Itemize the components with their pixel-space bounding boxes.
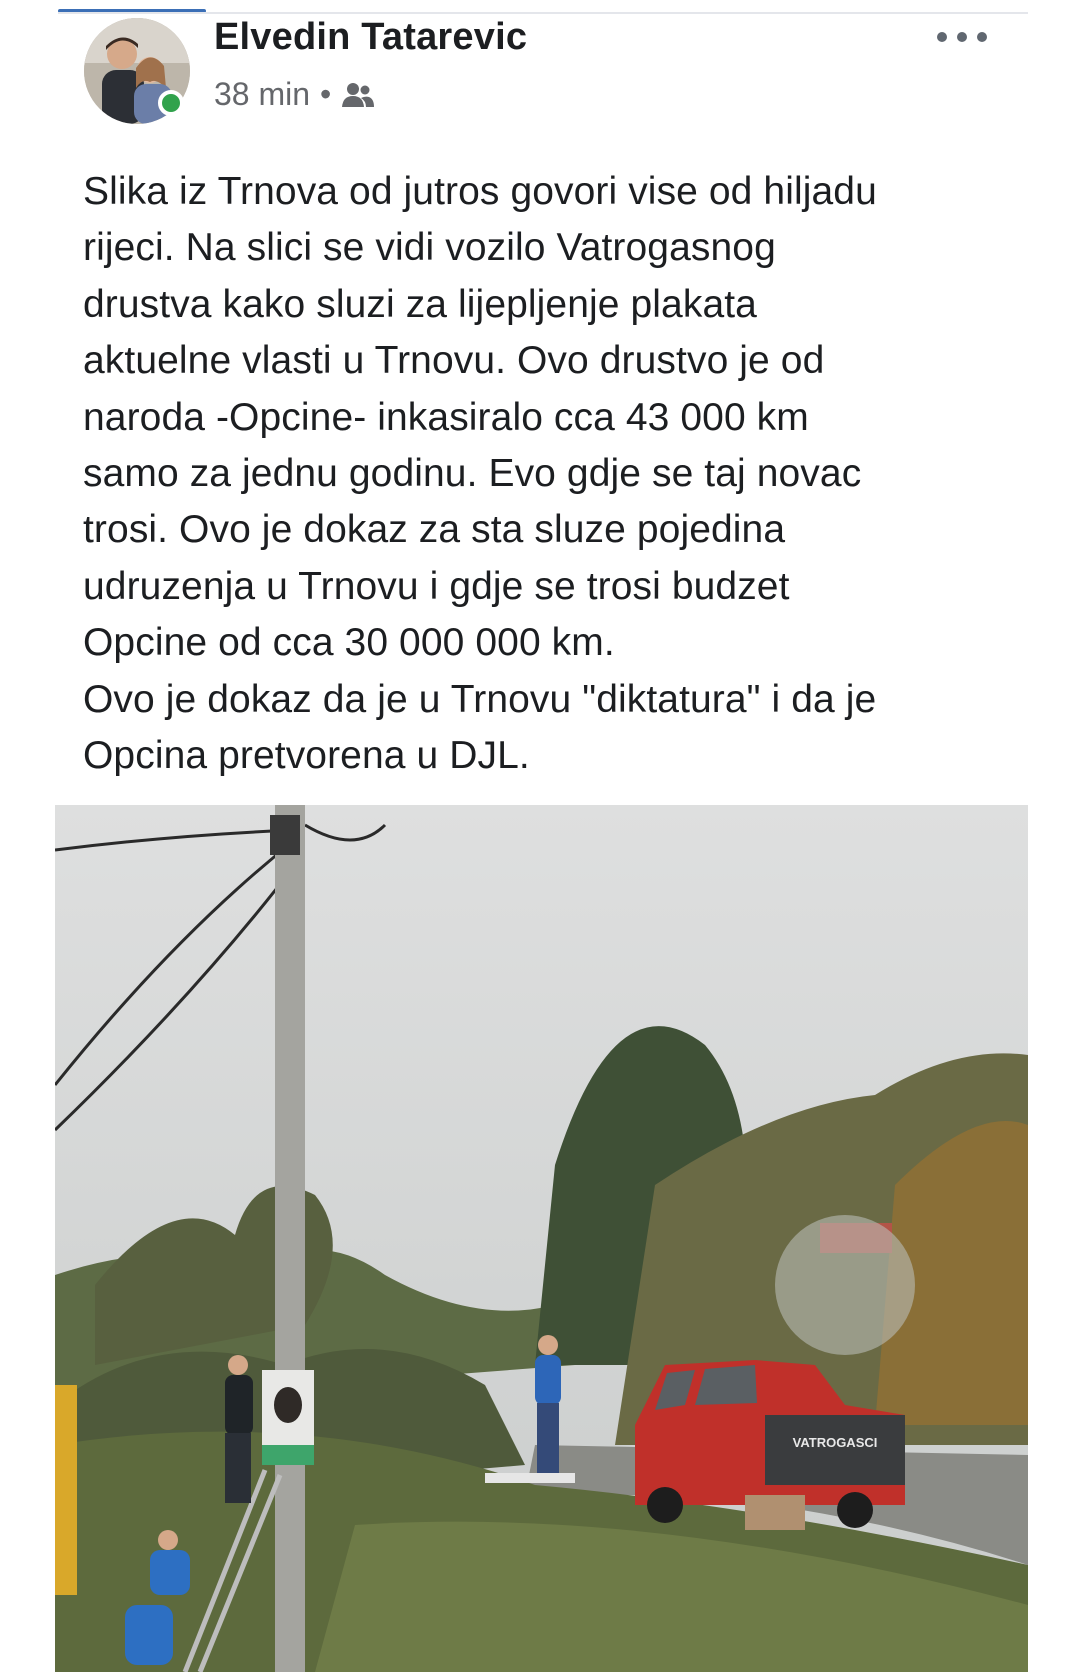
top-divider bbox=[58, 12, 1028, 14]
post-text-line: Slika iz Trnova od jutros govori vise od hiljadu bbox=[83, 170, 877, 213]
post-text-line: rijeci. Na slici se vidi vozilo Vatrogasnog bbox=[83, 226, 776, 270]
post-text-line: drustva kako sluzi za lijepljenje plakata bbox=[83, 282, 757, 326]
post-text-line: samo za jednu godinu. Evo gdje se taj novac bbox=[83, 452, 862, 496]
post-meta bbox=[214, 76, 375, 113]
friends-icon[interactable] bbox=[341, 80, 375, 110]
post-author-name[interactable]: Elvedin Tatarevic bbox=[214, 16, 528, 58]
post-text bbox=[83, 164, 1023, 784]
post-text-line: udruzenja u Trnovu i gdje se trosi budzet bbox=[83, 564, 790, 608]
post-timestamp[interactable]: 38 min bbox=[214, 76, 311, 112]
post-text-line: naroda -Opcine- inkasiralo cca 43 000 km bbox=[83, 395, 809, 439]
truck-label: VATROGASCI bbox=[792, 1435, 878, 1450]
post-text-line: Ovo je dokaz da je u Trnovu "diktatura" i da je bbox=[83, 677, 877, 721]
post-photo[interactable] bbox=[55, 805, 1028, 1672]
post-photo-scene bbox=[55, 805, 1028, 1672]
post-text-line: aktuelne vlasti u Trnovu. Ovo drustvo je od bbox=[83, 339, 825, 383]
more-dot bbox=[937, 32, 947, 42]
more-dot bbox=[977, 32, 987, 42]
more-options-icon[interactable] bbox=[937, 22, 987, 52]
post-text-line: Opcina pretvorena u DJL. bbox=[83, 734, 530, 778]
more-dot bbox=[957, 32, 967, 42]
post-text-line: trosi. Ovo je dokaz za sta sluze pojedina bbox=[83, 508, 786, 552]
online-status-dot bbox=[158, 90, 184, 116]
meta-separator: • bbox=[320, 76, 332, 112]
post-text-line: Opcine od cca 30 000 000 km. bbox=[83, 621, 615, 665]
